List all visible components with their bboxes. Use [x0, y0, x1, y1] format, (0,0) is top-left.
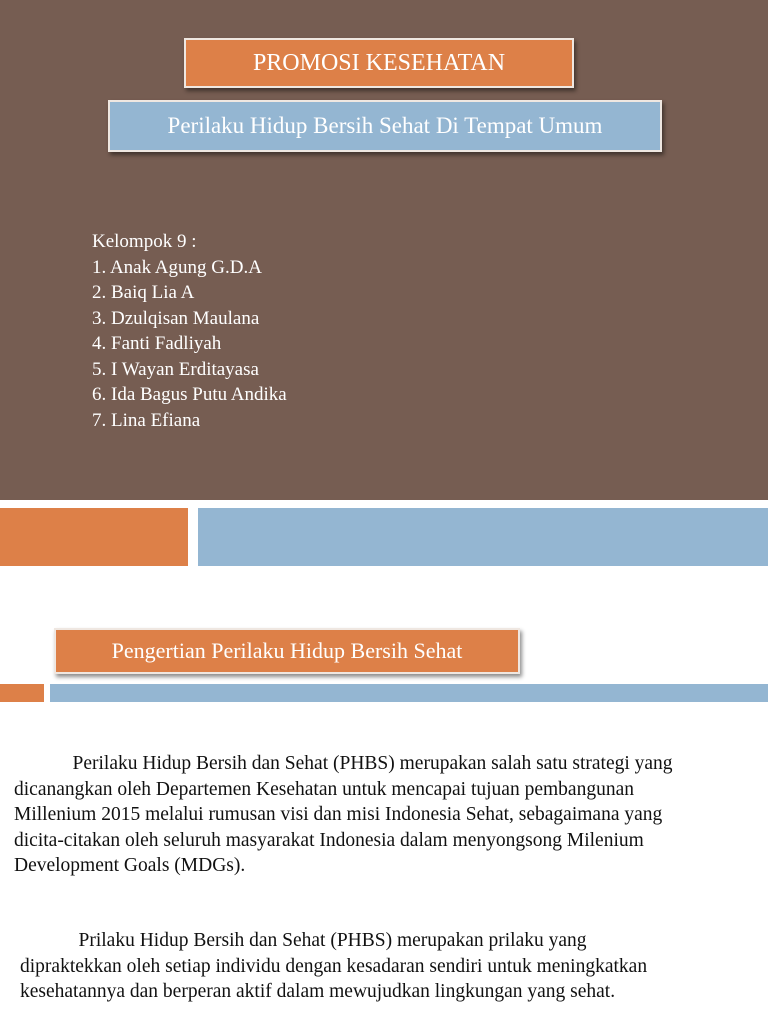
paragraph-line: Perilaku Hidup Bersih dan Sehat (PHBS) merupakan salah satu strategi yang: [14, 753, 673, 774]
definition-paragraph-1: [14, 751, 754, 879]
group-label: Kelompok 9 :: [92, 231, 197, 252]
paragraph-line: dicanangkan oleh Departemen Kesehatan untuk mencapai tujuan pembangunan: [14, 778, 634, 800]
member-item: 3. Dzulqisan Maulana: [92, 307, 260, 329]
paragraph-line: dicita-citakan oleh seluruh masyarakat Indonesia dalam menyongsong Milenium: [14, 829, 644, 851]
member-item: 5. I Wayan Erditayasa: [92, 358, 259, 380]
member-item: 7. Lina Efiana: [92, 409, 201, 431]
section-heading: Pengertian Perilaku Hidup Bersih Sehat: [54, 628, 520, 674]
slide-title: [0, 0, 768, 500]
decorative-orange-strip: [0, 684, 44, 702]
paragraph-line: Prilaku Hidup Bersih dan Sehat (PHBS) merupakan prilaku yang: [20, 930, 587, 951]
presentation-subtitle: Perilaku Hidup Bersih Sehat Di Tempat Umum: [108, 100, 662, 152]
member-item: 1. Anak Agung G.D.A: [92, 256, 262, 278]
decorative-orange-bar: [0, 508, 188, 566]
paragraph-line: kesehatannya dan berperan aktif dalam mewujudkan lingkungan yang sehat.: [20, 981, 616, 1002]
presentation-title: PROMOSI KESEHATAN: [184, 38, 574, 88]
decorative-blue-bar: [198, 508, 768, 566]
paragraph-line: Development Goals (MDGs).: [14, 855, 246, 876]
member-item: 2. Baiq Lia A: [92, 282, 195, 303]
paragraph-line: dipraktekkan oleh setiap individu dengan kesadaran sendiri untuk meningkatkan: [20, 955, 648, 977]
paragraph-line: Millenium 2015 melalui rumusan visi dan misi Indonesia Sehat, sebagaimana yang: [14, 804, 663, 825]
definition-paragraph-2: [20, 928, 760, 1005]
member-item: 4. Fanti Fadliyah: [92, 333, 222, 354]
member-item: 6. Ida Bagus Putu Andika: [92, 384, 287, 405]
decorative-blue-strip: [50, 684, 768, 702]
group-members: [92, 229, 287, 433]
